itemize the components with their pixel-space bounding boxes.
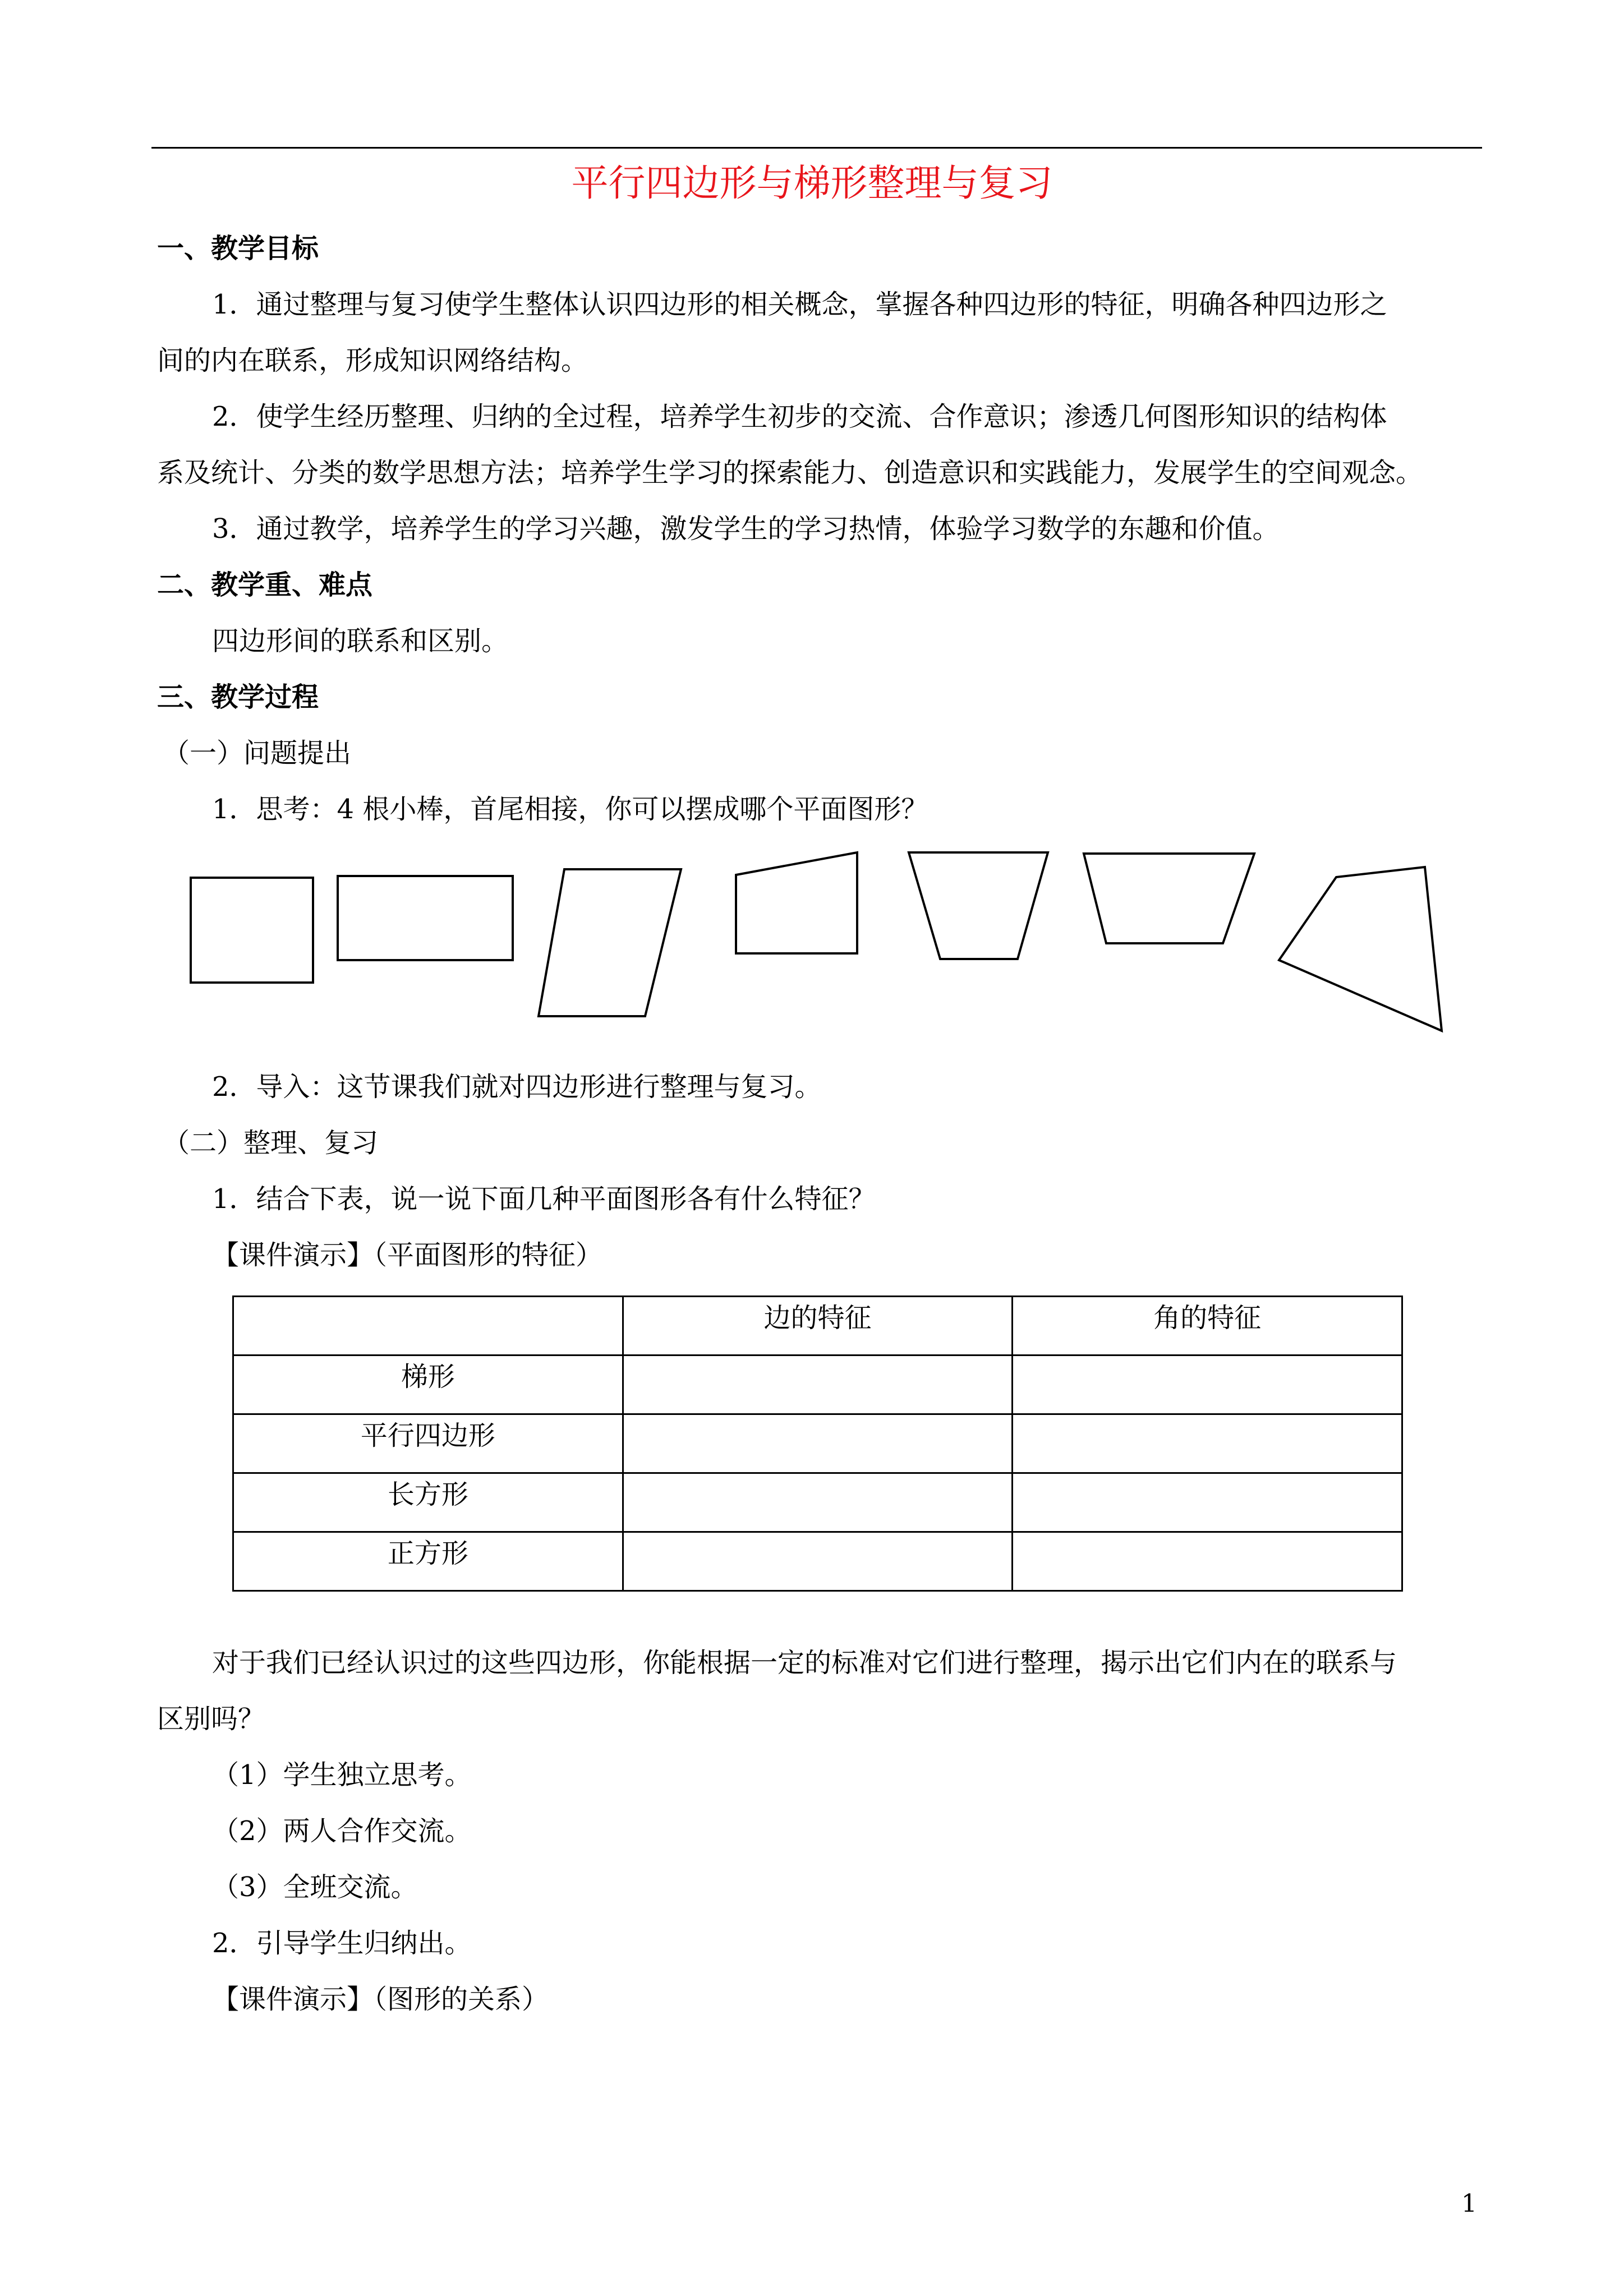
trapezoid-right-angle-shape bbox=[736, 852, 857, 953]
courseware-demo-features: 【课件演示】（平面图形的特征） bbox=[212, 1239, 603, 1271]
table-cell bbox=[1013, 1473, 1402, 1532]
goal-3: 3．通过教学，培养学生的学习兴趣，激发学生的学习热情，体验学习数学的东趣和价值。 bbox=[212, 513, 1280, 545]
table-row bbox=[233, 1532, 1402, 1591]
table-cell bbox=[1013, 1414, 1402, 1473]
think-question: 1．思考：4 根小棒，首尾相接，你可以摆成哪个平面图形？ bbox=[212, 794, 928, 825]
organize-question-line-1: 对于我们已经认识过的这些四边形，你能根据一定的标准对它们进行整理，揭示出它们内在的联系与 bbox=[212, 1647, 1397, 1679]
square-shape bbox=[191, 878, 313, 983]
table-cell bbox=[623, 1356, 1013, 1414]
table-row bbox=[233, 1414, 1402, 1473]
goal-1-line-1: 1．通过整理与复习使学生整体认识四边形的相关概念，掌握各种四边形的特征，明确各种四边形之 bbox=[212, 289, 1387, 320]
key-points-text: 四边形间的联系和区别。 bbox=[212, 625, 509, 657]
step-1: （1）学生独立思考。 bbox=[212, 1759, 472, 1791]
table-row bbox=[233, 1473, 1402, 1532]
table-cell-shape: 长方形 bbox=[233, 1473, 623, 1532]
table-cell bbox=[623, 1414, 1013, 1473]
table-prompt: 1．结合下表，说一说下面几种平面图形各有什么特征？ bbox=[212, 1183, 876, 1215]
inverted-trapezoid-shape bbox=[1084, 854, 1254, 943]
summarize-text: 2．引导学生归纳出。 bbox=[212, 1928, 472, 1959]
step-3: （3）全班交流。 bbox=[212, 1871, 418, 1903]
subsection-review: （二）整理、复习 bbox=[163, 1127, 379, 1159]
shape-features-table bbox=[232, 1295, 1403, 1592]
table-header-cell: 角的特征 bbox=[1013, 1297, 1402, 1356]
table-row bbox=[233, 1356, 1402, 1414]
section-heading-process: 三、教学过程 bbox=[157, 681, 319, 713]
header-rule bbox=[151, 147, 1482, 149]
page-title: 平行四边形与梯形整理与复习 bbox=[571, 162, 1053, 205]
table-cell-shape: 平行四边形 bbox=[233, 1414, 623, 1473]
section-heading-goals: 一、教学目标 bbox=[157, 233, 319, 264]
table-cell-shape: 正方形 bbox=[233, 1532, 623, 1591]
subsection-question: （一）问题提出 bbox=[163, 737, 352, 769]
table-cell bbox=[623, 1532, 1013, 1591]
table-cell bbox=[1013, 1356, 1402, 1414]
section-heading-key-points: 二、教学重、难点 bbox=[157, 569, 373, 601]
rectangle-shape bbox=[338, 876, 513, 960]
quadrilateral-shapes-figure bbox=[168, 841, 1470, 1043]
introduction-text: 2．导入：这节课我们就对四边形进行整理与复习。 bbox=[212, 1071, 822, 1103]
organize-question-line-2: 区别吗？ bbox=[157, 1703, 265, 1735]
goal-1-line-2: 间的内在联系，形成知识网络结构。 bbox=[157, 345, 588, 376]
parallelogram-shape bbox=[539, 869, 681, 1016]
table-header-row bbox=[233, 1297, 1402, 1356]
table-cell-shape: 梯形 bbox=[233, 1356, 623, 1414]
courseware-demo-relations: 【课件演示】（图形的关系） bbox=[212, 1984, 549, 2015]
table-header-cell bbox=[233, 1297, 623, 1356]
table-header-cell: 边的特征 bbox=[623, 1297, 1013, 1356]
goal-2-line-2: 系及统计、分类的数学思想方法；培养学生学习的探索能力、创造意识和实践能力，发展学生的空间观念。 bbox=[157, 457, 1423, 488]
step-2: （2）两人合作交流。 bbox=[212, 1815, 472, 1847]
isosceles-trapezoid-shape bbox=[909, 852, 1048, 959]
goal-2-line-1: 2．使学生经历整理、归纳的全过程，培养学生初步的交流、合作意识；渗透几何图形知识的结构体 bbox=[212, 401, 1387, 432]
table-cell bbox=[623, 1473, 1013, 1532]
irregular-quadrilateral-shape bbox=[1279, 867, 1442, 1031]
page-number: 1 bbox=[1461, 2189, 1477, 2218]
table-cell bbox=[1013, 1532, 1402, 1591]
